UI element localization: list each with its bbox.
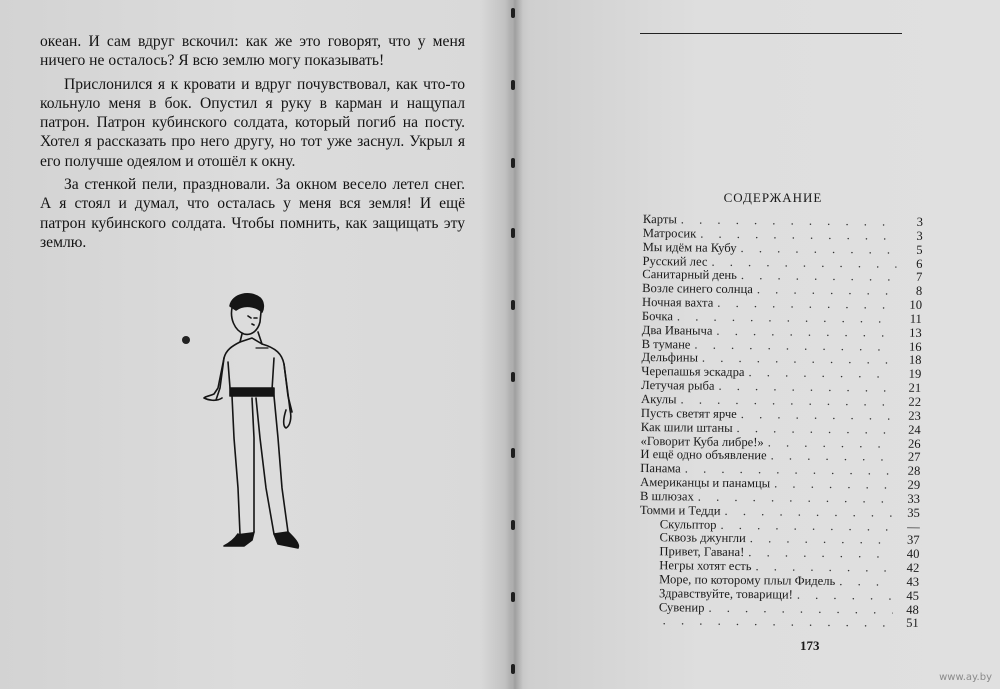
toc-entry-page: 3: [916, 228, 923, 243]
toc-entry-page: 13: [909, 325, 922, 340]
toc-entry-title: Матросик: [642, 225, 697, 241]
toc-entry-page: 5: [916, 242, 923, 257]
toc-entry: [639, 613, 919, 630]
toc-entry-title: Карты: [642, 212, 677, 227]
toc-entry-title: Панама: [640, 461, 681, 476]
toc-entry-title: Бочка: [641, 308, 674, 324]
stitch-mark: [511, 664, 515, 674]
toc-entry-page: 18: [908, 353, 922, 368]
toc-entry-title: Санитарный день: [642, 267, 738, 283]
toc-entry-page: 27: [907, 450, 921, 465]
toc-entry-title: И ещё одно объявление: [640, 447, 767, 463]
toc-entry-title: Негры хотят есть: [659, 558, 752, 574]
stitch-mark: [511, 592, 515, 602]
toc-entry-title: Привет, Гавана!: [659, 544, 745, 560]
toc-entry-page: 28: [907, 463, 921, 479]
toc-entry-page: 42: [906, 560, 920, 576]
toc-entry-page: 48: [906, 602, 919, 617]
toc-leader-dots: [663, 614, 893, 631]
stitch-mark: [511, 80, 515, 90]
stitch-mark: [511, 372, 515, 382]
man-illustration: [196, 288, 321, 558]
toc-entry-title: Море, по которому плыл Фидель: [659, 572, 836, 588]
toc-entry-page: 43: [906, 574, 920, 589]
toc-entry-title: Скульптор: [659, 516, 717, 532]
toc-title: СОДЕРЖАНИЕ: [723, 190, 823, 205]
paragraph-1: океан. И сам вдруг вскочил: как же это говорят, что у меня ничего не осталось? Я всю землю могу показывать!: [40, 33, 465, 70]
book-fold: [505, 0, 523, 689]
toc-entry-page: 19: [908, 367, 922, 382]
toc-entry-title: Возле синего солнца: [642, 281, 754, 297]
toc-entry-title: В тумане: [641, 336, 691, 352]
watermark: www.ay.by: [939, 672, 992, 683]
toc-entry-page: 23: [908, 408, 921, 423]
stitch-mark: [511, 158, 515, 168]
toc-entry-page: 16: [908, 339, 922, 354]
paragraph-2: Прислонился я к кровати и вдруг почувствовал, как что-то кольнуло меня в бок. Опустил я руку в карман и нащупал патрон. Патрон кубинского солдата, который погиб на посту. Хотел я рассказать про него другу, но тот уже заснул. Укрыл я его получше одеялом и отошёл к окну.: [40, 75, 465, 170]
top-rule: [640, 33, 902, 34]
toc-entry-title: Два Иваныча: [641, 322, 713, 338]
toc-entry-title: Ночная вахта: [641, 295, 714, 310]
toc-entry-page: 21: [908, 380, 922, 396]
toc-entry-title: Томми и Тедди: [639, 502, 721, 518]
toc-entry-title: Дельфины: [641, 350, 699, 366]
toc-entry-title: Черепашья эскадра: [641, 364, 745, 380]
stitch-mark: [511, 448, 515, 458]
toc-entry-page: 3: [916, 214, 923, 229]
stitch-mark: [511, 228, 515, 238]
toc-entry-title: Сувенир: [658, 599, 705, 615]
toc-entry-title: Летучая рыба: [641, 378, 715, 393]
toc-entry-page: 22: [908, 394, 922, 409]
toc-entry-page: 7: [915, 270, 923, 285]
toc-entry-title: Акулы: [640, 391, 677, 407]
toc-entry-page: 6: [916, 256, 923, 271]
toc-entry-page: 8: [915, 284, 923, 299]
story-text: [40, 32, 465, 256]
toc-entry-title: Русский лес: [642, 253, 708, 269]
toc-entry-page: —: [907, 519, 920, 534]
toc-entry-title: Мы идём на Кубу: [642, 239, 737, 255]
toc-entry-page: 10: [909, 297, 923, 312]
right-page: [523, 0, 1000, 689]
toc-entry-title: «Говорит Куба либре!»: [640, 433, 764, 449]
toc-entry: [640, 447, 920, 464]
toc-entry-title: В шлюзах: [639, 488, 694, 504]
stitch-mark: [511, 520, 515, 530]
toc-entry-page: 33: [907, 491, 921, 506]
toc-entry-page: 37: [906, 533, 920, 548]
toc-entry-title: Американцы и панамцы: [640, 475, 771, 491]
toc-entry-page: 24: [908, 422, 921, 437]
toc-entry-page: 51: [906, 616, 919, 631]
stitch-mark: [511, 8, 515, 18]
toc-entry-page: 29: [907, 477, 921, 492]
page-number: 173: [800, 638, 820, 653]
toc-entry-page: 45: [906, 588, 920, 603]
toc-entry-page: 40: [906, 547, 920, 562]
toc-entry-title: Как шили штаны: [640, 419, 733, 435]
paragraph-3: За стенкой пели, праздновали. За окном весело летел снег. А я стоял и думал, что осталась у меня вся земля! И ещё патрон кубинского солдата. Чтобы помнить, как защищать эту землю.: [40, 176, 465, 251]
toc-entry-page: 26: [907, 436, 921, 451]
table-of-contents: [639, 212, 943, 630]
toc-entry-title: Пусть светят ярче: [640, 405, 737, 421]
toc-entry-page: 11: [909, 311, 922, 326]
toc-entry-title: Сквозь джунгли: [659, 530, 746, 546]
toc-entry-title: Здравствуйте, товарищи!: [658, 585, 793, 602]
ink-spot: [182, 336, 190, 344]
stitch-mark: [511, 300, 515, 310]
toc-entry-page: 35: [907, 505, 920, 520]
